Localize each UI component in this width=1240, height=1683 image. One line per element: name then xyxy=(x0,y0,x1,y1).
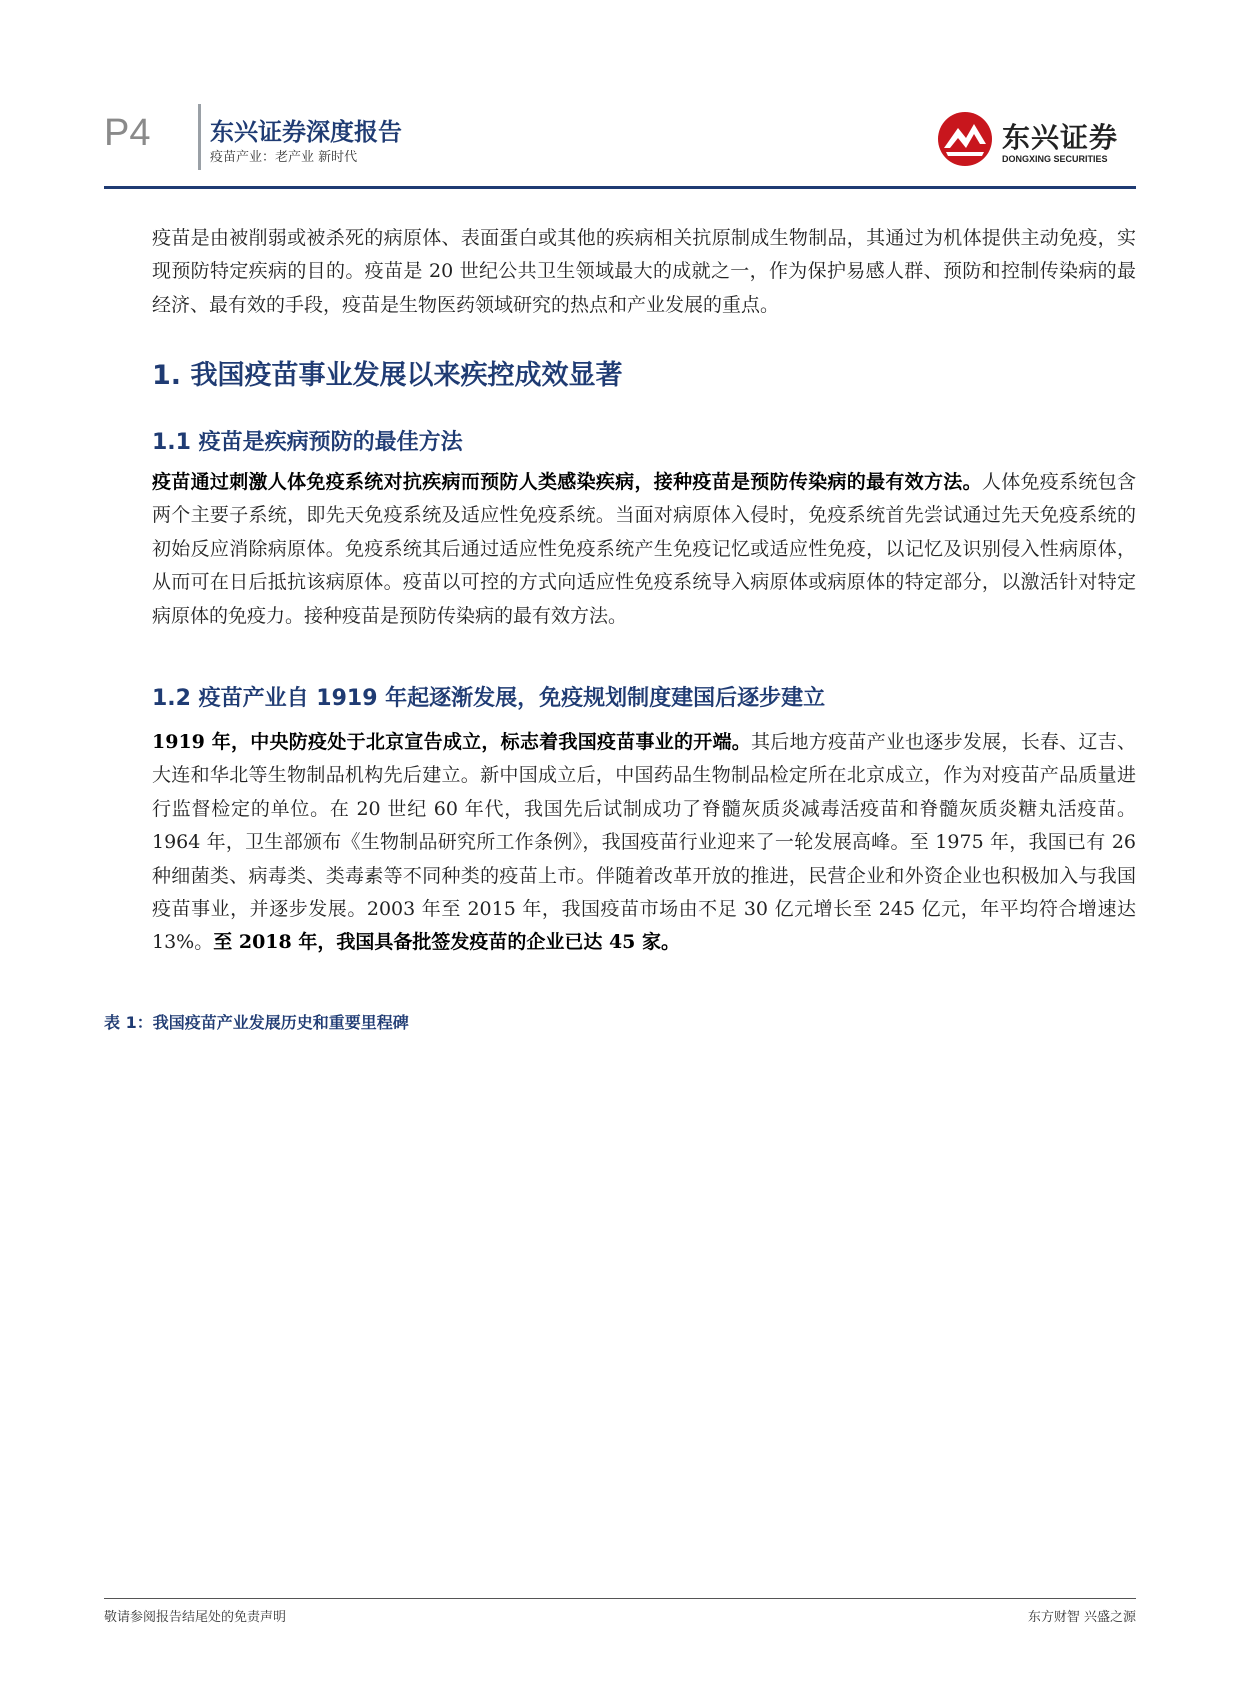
section-1-2-tail: 至 2018 年，我国具备批签发疫苗的企业已达 45 家。 xyxy=(213,931,681,954)
company-logo xyxy=(936,110,1136,172)
section-1-2-lead: 1919 年，中央防疫处于北京宣告成立，标志着我国疫苗事业的开端。 xyxy=(152,731,752,753)
section-1-2 xyxy=(152,681,825,712)
section-1-2-paragraph xyxy=(152,726,1136,960)
section-1-1-body xyxy=(152,466,1136,633)
table-caption: 表 1：我国疫苗产业发展历史和重要里程碑 xyxy=(104,1013,409,1032)
section-1 xyxy=(152,353,622,392)
section-1-1-lead: 疫苗通过刺激人体免疫系统对抗疾病而预防人类感染疾病，接种疫苗是预防传染病的最有效方法。 xyxy=(152,471,982,493)
logo-chinese-name: 东兴证券 xyxy=(1002,121,1119,154)
footer-disclaimer: 敬请参阅报告结尾处的免责声明 xyxy=(104,1610,287,1625)
footer-rule xyxy=(104,1598,1136,1599)
page-header xyxy=(104,96,1136,186)
section-1-1 xyxy=(152,425,463,456)
report-title: 东兴证券深度报告 xyxy=(210,118,402,146)
header-divider xyxy=(198,104,201,170)
page-number: P4 xyxy=(104,112,151,154)
report-subtitle: 疫苗产业：老产业 新时代 xyxy=(210,150,358,165)
logo-english-name: DONGXING SECURITIES xyxy=(1002,154,1108,164)
intro-section xyxy=(152,222,1136,322)
section-1-1-paragraph xyxy=(152,466,1136,633)
section-1-2-title: 1.2 疫苗产业自 1919 年起逐渐发展，免疫规划制度建国后逐步建立 xyxy=(152,686,826,711)
section-1-title: 1. 我国疫苗事业发展以来疾控成效显著 xyxy=(152,360,623,391)
section-1-1-text: 人体免疫系统包含两个主要子系统，即先天免疫系统及适应性免疫系统。当面对病原体入侵时，免疫系统首先尝试通过先天免疫系统的初始反应消除病原体。免疫系统其后通过适应性免疫系统产生免疫记忆或适应性免疫，以记忆及识别侵入性病原体，从而可在日后抵抗该病原体。疫苗以可控的方式向适应性免疫系统导入病原体或病原体的特定部分，以激活针对特定病原体的免疫力。接种疫苗是预防传染病的最有效方法。 xyxy=(152,471,1136,627)
section-1-1-title: 1.1 疫苗是疾病预防的最佳方法 xyxy=(152,430,463,455)
section-1-2-text: 其后地方疫苗产业也逐步发展，长春、辽吉、大连和华北等生物制品机构先后建立。新中国成立后，中国药品生物制品检定所在北京成立，作为对疫苗产品质量进行监督检定的单位。在 20 世纪 60 年代，我国先后试制成功了脊髓灰质炎减毒活疫苗和脊髓灰质炎糖丸活疫苗。1964 年，卫生部颁布《生物制品研究所工作条例》，我国疫苗行业迎来了一轮发展高峰。至 1975 年，我国已有 26 种细菌类、病毒类、类毒素等不同种类的疫苗上市。伴随着改革开放的推进，民营企业和外资企业也积极加入与我国疫苗事业，并逐步发展。2003 年至 2015 年，我国疫苗市场由不足 30 亿元增长至 245 亿元，年平均符合增速达 13%。 xyxy=(152,731,1136,954)
header-rule xyxy=(104,186,1136,189)
section-1-2-body xyxy=(152,726,1136,960)
logo-emblem-icon xyxy=(936,110,994,168)
footer-slogan: 东方财智 兴盛之源 xyxy=(1027,1610,1136,1625)
intro-paragraph: 疫苗是由被削弱或被杀死的病原体、表面蛋白或其他的疾病相关抗原制成生物制品，其通过为机体提供主动免疫，实现预防特定疾病的目的。疫苗是 20 世纪公共卫生领域最大的成就之一，作为保护易感人群、预防和控制传染病的最经济、最有效的手段，疫苗是生物医药领域研究的热点和产业发展的重点。 xyxy=(152,227,1136,316)
